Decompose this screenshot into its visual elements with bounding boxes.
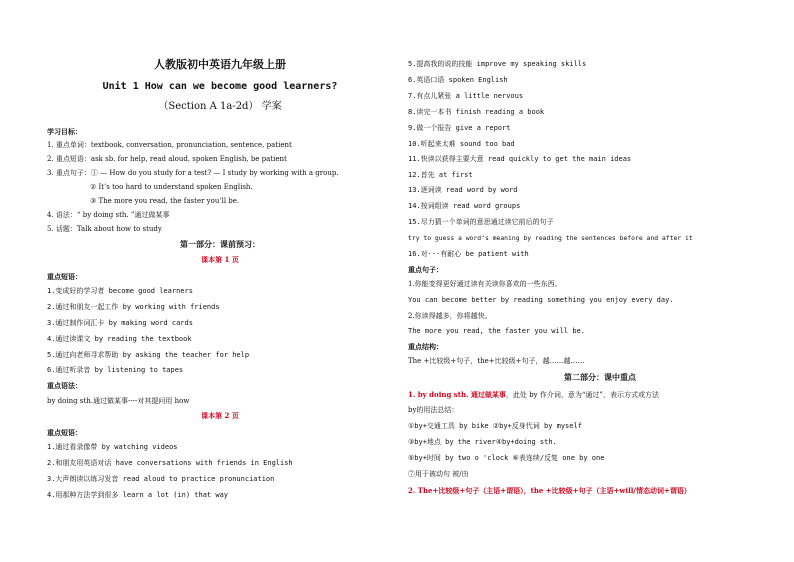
point1 xyxy=(408,390,659,400)
phrase-item: try to guess a word’s meaning by reading the sentences before and after it xyxy=(408,234,693,242)
point2: 2. The+比较级+句子（主语+谓语），the +比较级+句子（主语+will/情态动词+谓语） xyxy=(408,486,691,495)
page2-label: 课本第 2 页 xyxy=(201,411,239,420)
phrase-item: 8.读完一本书 finish reading a book xyxy=(408,108,545,116)
part2-heading: 第二部分：课中重点 xyxy=(564,372,636,382)
phrase-item: 1.变成好的学习者 become good learners xyxy=(47,287,193,295)
phrase-item: 4.通过读课文 by reading the textbook xyxy=(47,335,192,343)
phrase-item: 14.按词组读 read word groups xyxy=(408,202,521,210)
phrase-item: 3.通过制作词汇卡 by making word cards xyxy=(47,319,193,327)
usage-heading: by的用法总结： xyxy=(408,406,459,414)
goal-item: 3. 重点句子：① — How do you study for a test? — I study by working with a group. xyxy=(47,169,339,177)
point1-prefix: 1. xyxy=(408,390,418,399)
grammar-line: by doing sth.通过做某事----对其提问用 how xyxy=(47,397,190,405)
phrase-item: 16.对···有耐心 be patient with xyxy=(408,250,529,258)
sentence-item: 2.你读得越多，你将越快。 xyxy=(408,312,492,320)
phrases-heading: 重点短语： xyxy=(47,428,82,437)
usage-item: ①by+交通工具 by bike ②by+反身代词 by myself xyxy=(408,422,582,430)
phrase-item: 11.快读以获得主要大意 read quickly to get the main ideas xyxy=(408,155,632,163)
phrase-item: 4.用那种方法学到很多 learn a lot (in) that way xyxy=(47,491,229,499)
point1-rest: ，此处 by 作介词，意为“通过”，表示方式或方法 xyxy=(505,391,659,399)
phrase-item: 15.尽力猜一个单词的意思通过读它前后的句子 xyxy=(408,218,554,226)
goals-heading: 学习目标： xyxy=(47,127,82,136)
goal-item: 5. 话题：Talk about how to study xyxy=(47,225,162,233)
phrase-item: 5.提高我的说的技能 improve my speaking skills xyxy=(408,60,587,68)
goal-item: ③ The more you read, the faster you’ll be. xyxy=(90,197,240,205)
sentence-item: You can become better by reading something you enjoy every day. xyxy=(408,296,674,304)
goal-item: 1. 重点单词：textbook, conversation, pronunciation, sentence, patient xyxy=(47,141,292,149)
sentence-item: 1.你能变得更好通过读有关读你喜欢的一些东西。 xyxy=(408,280,562,288)
goal-item: 2. 重点短语：ask sb. for help, read aloud, spoken English, be patient xyxy=(47,155,287,163)
phrase-item: 1.通过看录像带 by watching videos xyxy=(47,443,178,451)
goal-item: ② It’s too hard to understand spoken English. xyxy=(90,183,253,191)
point1-red: by doing sth. 通过做某事 xyxy=(417,390,506,399)
usage-item: ⑤by+时间 by two o 'clock ⑥表连续/反复 one by one xyxy=(408,454,605,462)
usage-item: ③by+地点 by the river④by+doing sth. xyxy=(408,438,557,446)
phrase-item: 13.逐词读 read word by word xyxy=(408,186,518,194)
sentence-item: The more you read, the faster you will be. xyxy=(408,327,586,335)
title-section: （Section A 1a-2d） 学案 xyxy=(158,101,282,112)
title-unit: Unit 1 How can we become good learners? xyxy=(102,81,338,92)
page1-label: 课本第 1 页 xyxy=(201,255,239,264)
grammar-heading: 重点语法： xyxy=(47,381,82,390)
sentences-heading: 重点句子： xyxy=(408,265,443,274)
phrases-heading: 重点短语： xyxy=(47,272,82,281)
structure-heading: 重点结构： xyxy=(408,342,443,351)
usage-item: ⑦用于被动句 被/由 xyxy=(408,470,469,478)
part1-heading: 第一部分：课前预习： xyxy=(180,239,260,249)
phrase-item: 2.通过和朋友一起工作 by working with friends xyxy=(47,303,220,311)
phrase-item: 9.做一个报告 give a report xyxy=(408,124,511,132)
phrase-item: 6.通过听录音 by listening to tapes xyxy=(47,366,184,374)
phrase-item: 12.首先 at first xyxy=(408,171,473,179)
phrase-item: 10.听起来太难 sound too bad xyxy=(408,140,515,148)
structure-line: The +比较级+句子，the+比较级+句子，越……越…… xyxy=(408,357,585,365)
goal-item: 4. 语法：“ by doing sth. ”通过做某事 xyxy=(47,211,170,219)
phrase-item: 5.通过向老师寻求帮助 by asking the teacher for help xyxy=(47,351,250,359)
phrase-item: 2.和朋友用英语对话 have conversations with friends in English xyxy=(47,459,293,467)
phrase-item: 7.有点儿紧张 a little nervous xyxy=(408,92,524,100)
phrase-item: 6.英语口语 spoken English xyxy=(408,76,508,84)
title-cn: 人教版初中英语九年级上册 xyxy=(154,58,286,71)
phrase-item: 3.大声朗读以练习发音 read aloud to practice pronunciation xyxy=(47,475,275,483)
